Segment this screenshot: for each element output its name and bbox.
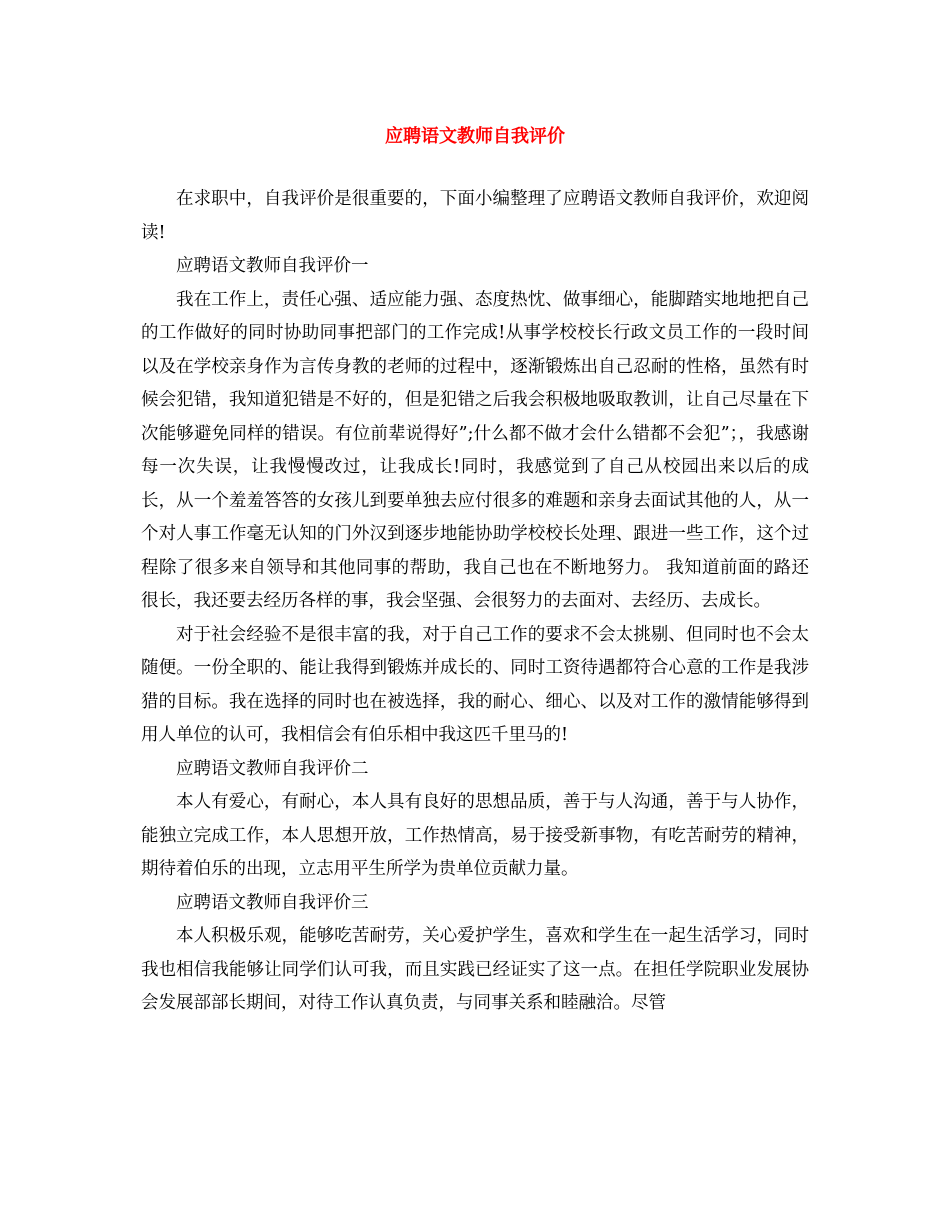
document-title: 应聘语文教师自我评价: [385, 126, 565, 147]
intro-paragraph: 在求职中，自我评价是很重要的，下面小编整理了应聘语文教师自我评价，欢迎阅读!: [141, 189, 809, 243]
section-heading-two: 应聘语文教师自我评价二: [176, 758, 369, 779]
body-paragraph: 我在工作上，责任心强、适应能力强、态度热忱、做事细心，能脚踏实地地把自己的工作做好的同时协助同事把部门的工作完成!从事学校校长行政文员工作的一段时间以及在学校亲身作为言传身教的老师的过程中，逐渐锻炼出自己忍耐的性格，虽然有时候会犯错，我知道犯错是不好的，但是犯错之后我会积极地吸取教训，让自己尽量在下次能够避免同样的错误。有位前辈说得好”;什么都不做才会什么错都不会犯”；，我感谢每一次失误，让我慢慢改过，让我成长!同时，我感觉到了自己从校园出来以后的成长，从一个羞羞答答的女孩儿到要单独去应付很多的难题和亲身去面试其他的人，从一个对人事工作毫无认知的门外汉到逐步地能协助学校校长处理、跟进一些工作，这个过程除了很多来自领导和其他同事的帮助，我自己也在不断地努力。 我知道前面的路还很长，我还要去经历各样的事，我会坚强、会很努力的去面对、去经历、去成长。: [141, 289, 809, 611]
body-paragraph: 本人有爱心，有耐心，本人具有良好的思想品质，善于与人沟通，善于与人协作，能独立完成工作，本人思想开放，工作热情高，易于接受新事物，有吃苦耐劳的精神，期待着伯乐的出现，立志用平生所学为贵单位贡献力量。: [141, 792, 809, 879]
body-paragraph: 对于社会经验不是很丰富的我，对于自己工作的要求不会太挑剔、但同时也不会太随便。一份全职的、能让我得到锻炼并成长的、同时工资待遇都符合心意的工作是我涉猎的目标。我在选择的同时也在被选择，我的耐心、细心、以及对工作的激情能够得到用人单位的认可，我相信会有伯乐相中我这匹千里马的!: [141, 624, 809, 745]
section-heading-three: 应聘语文教师自我评价三: [176, 892, 369, 913]
body-paragraph: 本人积极乐观，能够吃苦耐劳，关心爱护学生，喜欢和学生在一起生活学习，同时我也相信我能够让同学们认可我，而且实践已经证实了这一点。在担任学院职业发展协会发展部部长期间，对待工作认真负责，与同事关系和睦融洽。尽管: [141, 926, 809, 1013]
document-body: [141, 183, 809, 1021]
section-heading-one: 应聘语文教师自我评价一: [176, 256, 369, 276]
